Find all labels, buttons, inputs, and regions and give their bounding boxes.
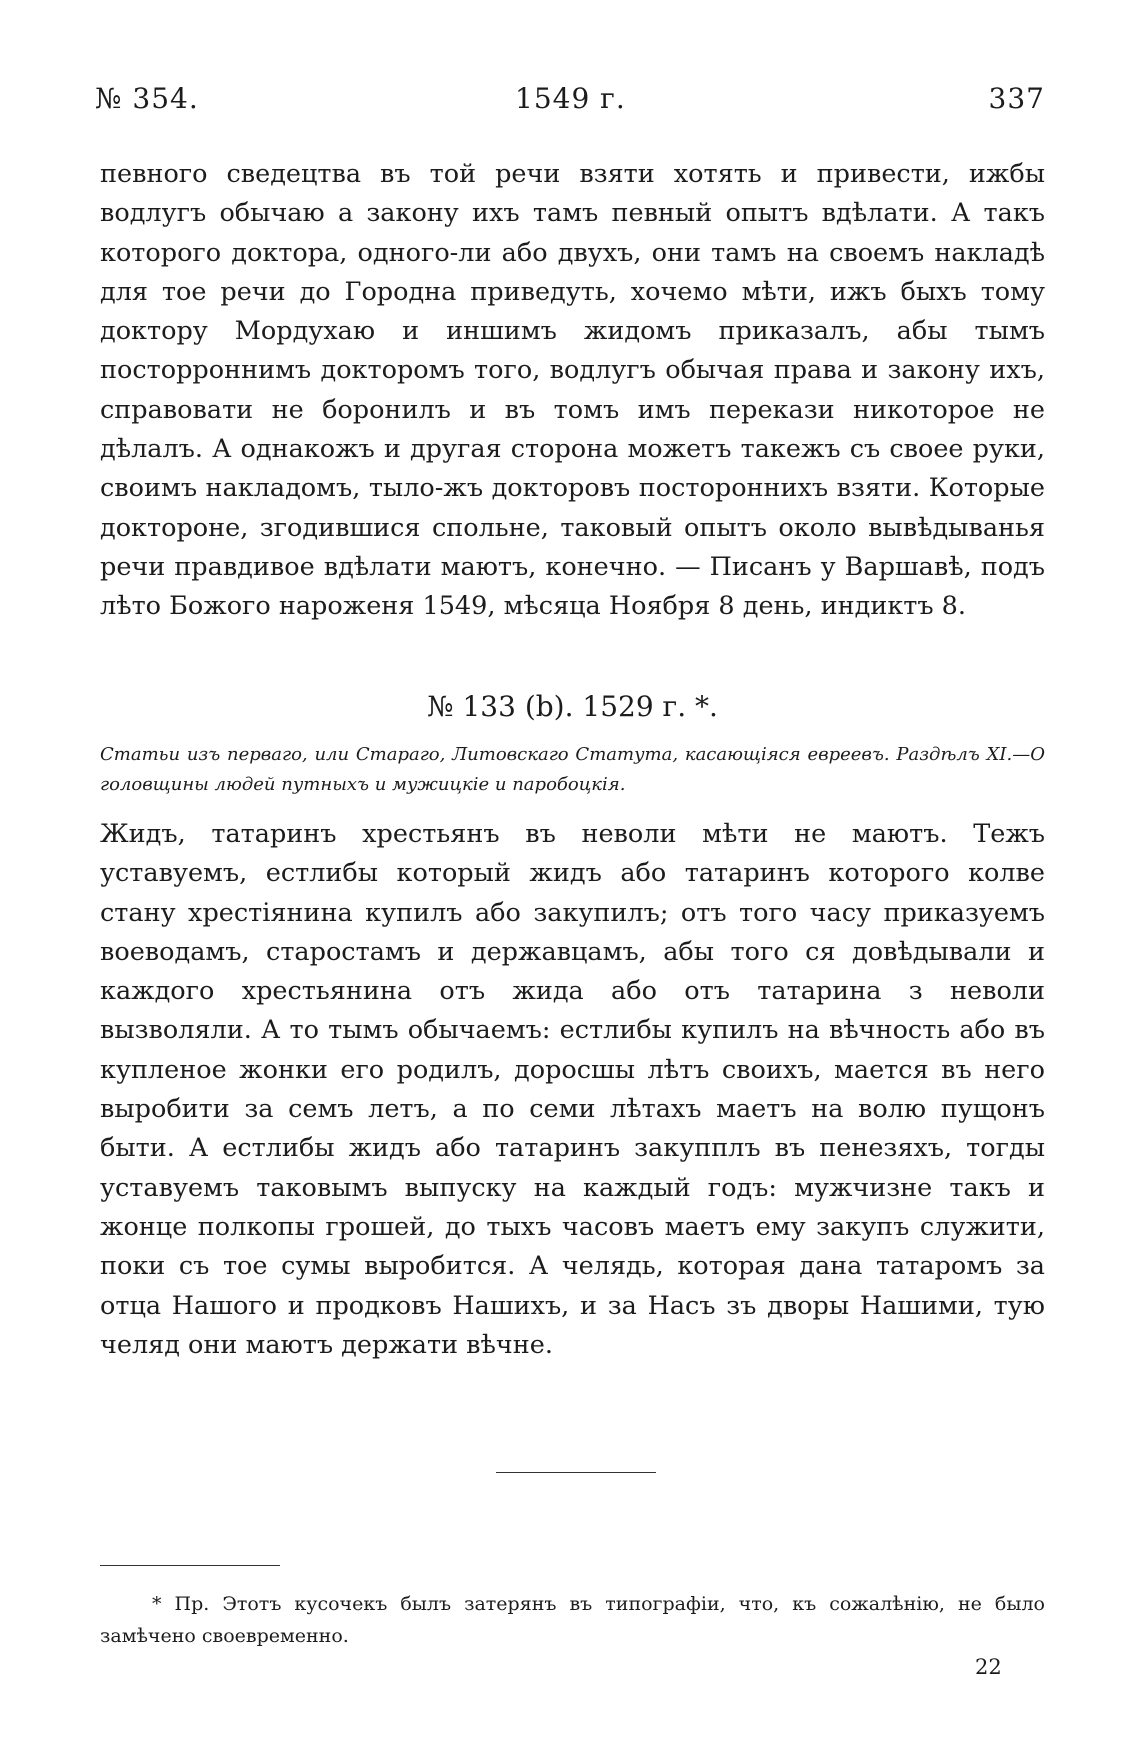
document-title: № 133 (b). 1529 г. *.	[427, 690, 718, 723]
footnote: * Пр. Этотъ кусочекъ былъ затерянъ въ типографіи, что, къ сожалѣнію, не было замѣчено своевременно.	[100, 1593, 1045, 1647]
header-document-number: № 354.	[95, 82, 199, 115]
header-page-number: 337	[988, 82, 1045, 115]
document-subtitle: Статьи изъ перваго, или Стараго, Литовскаго Статута, касающіяся евреевъ. Раздѣлъ XI.—О головщины людей путныхъ и мужицкіе и паробоцкія.	[100, 744, 1045, 795]
printer-signature-mark: 22	[975, 1655, 1002, 1679]
header-year: 1549 г.	[515, 82, 626, 115]
section-end-rule	[496, 1472, 656, 1473]
footnote-separator	[100, 1565, 280, 1566]
main-paragraph: Жидъ, татаринъ хрестьянъ въ неволи мѣти не маютъ. Тежъ уставуемъ, естлибы который жидъ або татаринъ которого колве стану хрестіянина купилъ або закупилъ; отъ того часу приказуемъ воеводамъ, старостамъ и державцамъ, абы того ся довѣдывали и каждого хрестьянина отъ жида або отъ татарина з неволи вызволяли. А то тымъ обычаемъ: естлибы купилъ на вѣчность або въ купленое жонки его родилъ, доросшы лѣтъ своихъ, мается въ него выробити за семъ летъ, а по семи лѣтахъ маетъ на волю пущонъ быти. А естлибы жидъ або татаринъ закупплъ въ пенезяхъ, тогды уставуемъ таковымъ выпуску на каждый годъ: мужчизне такъ и жонце полкопы грошей, до тыхъ часовъ маетъ ему закупъ служити, поки съ тое сумы выробится. А челядь, которая дана татаромъ за отца Нашого и продковъ Нашихъ, и за Насъ зъ дворы Нашими, тую челяд они маютъ держати вѣчне.	[100, 819, 1045, 1360]
continuation-paragraph: певного сведецтва въ той речи взяти хотять и привести, ижбы водлугъ обычаю а закону ихъ тамъ певный опытъ вдѣлати. А такъ которого доктора, одного-ли або двухъ, они тамъ на своемъ накладѣ для тое речи до Городна приведуть, хочемо мѣти, ижъ быхъ тому доктору Мордухаю и иншимъ жидомъ приказалъ, абы тымъ посторроннимъ докторомъ того, водлугъ обычая права и закону ихъ, справовати не боронилъ и въ томъ имъ перекази никоторое не дѣлалъ. А однакожъ и другая сторона можетъ такежъ съ своее руки, своимъ накладомъ, тыло-жъ докторовъ постороннихъ взяти. Которые доктороне, згодившися спольне, таковый опытъ около вывѣдыванья речи правдивое вдѣлати маютъ, конечно. — Писанъ у Варшавѣ, подъ лѣто Божого нароженя 1549, мѣсяца Ноября 8 день, индиктъ 8.	[100, 159, 1045, 622]
running-header	[95, 82, 1045, 122]
